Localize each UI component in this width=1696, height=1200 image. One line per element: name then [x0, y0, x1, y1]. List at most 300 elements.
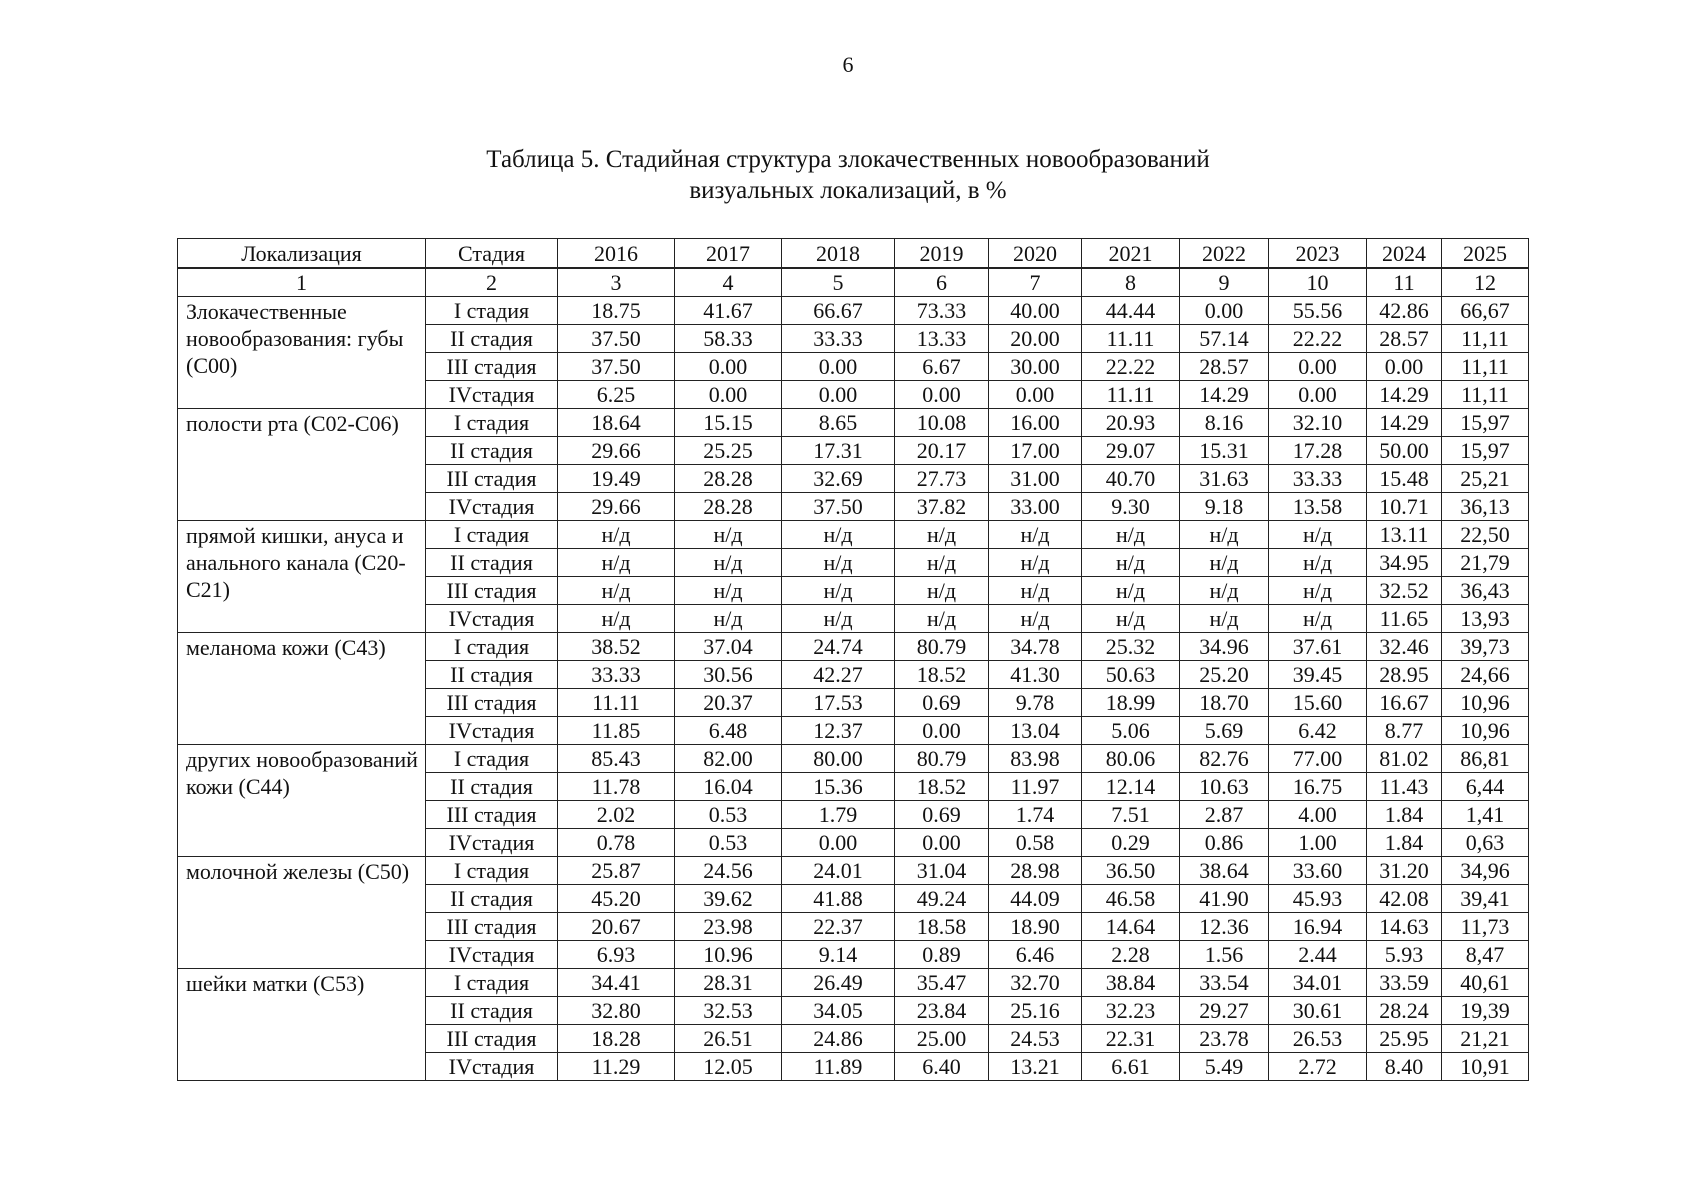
value-cell: 44.44	[1082, 297, 1180, 325]
stage-cell: III стадия	[426, 913, 558, 941]
value-cell: 0.78	[558, 829, 675, 857]
column-number: 7	[989, 268, 1082, 297]
value-cell: 0.00	[1180, 297, 1269, 325]
column-header: 2025	[1442, 239, 1529, 269]
value-cell: 19,39	[1442, 997, 1529, 1025]
value-cell: 35.47	[895, 969, 989, 997]
location-cell: молочной железы (С50)	[178, 857, 426, 969]
value-cell: 32.46	[1367, 633, 1442, 661]
value-cell: 24,66	[1442, 661, 1529, 689]
value-cell: 11.85	[558, 717, 675, 745]
value-cell: 33.60	[1269, 857, 1367, 885]
value-cell: 16.00	[989, 409, 1082, 437]
header-row	[178, 239, 1529, 269]
value-cell: 26.49	[782, 969, 895, 997]
value-cell: 22.37	[782, 913, 895, 941]
value-cell: 18.64	[558, 409, 675, 437]
location-cell: прямой кишки, ануса и анального канала (С20-С21)	[178, 521, 426, 633]
value-cell: 0.00	[895, 381, 989, 409]
stage-cell: III стадия	[426, 353, 558, 381]
value-cell: 31.20	[1367, 857, 1442, 885]
value-cell: 4.00	[1269, 801, 1367, 829]
value-cell: 33.33	[558, 661, 675, 689]
value-cell: 10.71	[1367, 493, 1442, 521]
value-cell: 0.00	[895, 717, 989, 745]
value-cell: 15.31	[1180, 437, 1269, 465]
value-cell: 32.80	[558, 997, 675, 1025]
value-cell: 1.84	[1367, 801, 1442, 829]
stage-cell: III стадия	[426, 801, 558, 829]
value-cell: 0.58	[989, 829, 1082, 857]
value-cell: 13.33	[895, 325, 989, 353]
stage-cell: IVстадия	[426, 493, 558, 521]
value-cell: 34.41	[558, 969, 675, 997]
value-cell: 24.74	[782, 633, 895, 661]
value-cell: 13.11	[1367, 521, 1442, 549]
location-group	[178, 857, 1529, 969]
value-cell: 11,11	[1442, 381, 1529, 409]
value-cell: 25.00	[895, 1025, 989, 1053]
location-group	[178, 409, 1529, 521]
value-cell: 18.28	[558, 1025, 675, 1053]
value-cell: 29.66	[558, 437, 675, 465]
value-cell: 0.69	[895, 801, 989, 829]
value-cell: н/д	[1082, 605, 1180, 633]
value-cell: 18.70	[1180, 689, 1269, 717]
value-cell: 39,41	[1442, 885, 1529, 913]
value-cell: н/д	[558, 549, 675, 577]
value-cell: 85.43	[558, 745, 675, 773]
value-cell: 33.54	[1180, 969, 1269, 997]
value-cell: 25.16	[989, 997, 1082, 1025]
stage-cell: II стадия	[426, 773, 558, 801]
value-cell: 42.27	[782, 661, 895, 689]
value-cell: 14.63	[1367, 913, 1442, 941]
value-cell: 17.53	[782, 689, 895, 717]
value-cell: 34.05	[782, 997, 895, 1025]
value-cell: н/д	[989, 549, 1082, 577]
stage-structure-table	[177, 238, 1529, 1081]
value-cell: 33.33	[1269, 465, 1367, 493]
value-cell: 14.29	[1367, 381, 1442, 409]
value-cell: 10.08	[895, 409, 989, 437]
value-cell: 82.00	[675, 745, 782, 773]
value-cell: 32.70	[989, 969, 1082, 997]
value-cell: 11.78	[558, 773, 675, 801]
value-cell: 32.23	[1082, 997, 1180, 1025]
stage-cell: III стадия	[426, 465, 558, 493]
column-header: 2017	[675, 239, 782, 269]
value-cell: 10,96	[1442, 689, 1529, 717]
value-cell: 80.79	[895, 745, 989, 773]
value-cell: 15,97	[1442, 409, 1529, 437]
location-group	[178, 297, 1529, 409]
table-header	[178, 239, 1529, 297]
stage-cell: I стадия	[426, 745, 558, 773]
location-group	[178, 969, 1529, 1081]
value-cell: н/д	[989, 605, 1082, 633]
column-header: Локализация	[178, 239, 426, 269]
value-cell: 50.63	[1082, 661, 1180, 689]
stage-cell: I стадия	[426, 633, 558, 661]
location-group	[178, 521, 1529, 633]
table-title	[0, 144, 1696, 206]
value-cell: н/д	[675, 605, 782, 633]
value-cell: 34,96	[1442, 857, 1529, 885]
value-cell: 20.17	[895, 437, 989, 465]
value-cell: 49.24	[895, 885, 989, 913]
value-cell: 28.31	[675, 969, 782, 997]
value-cell: 0.29	[1082, 829, 1180, 857]
value-cell: 41.30	[989, 661, 1082, 689]
value-cell: 20.00	[989, 325, 1082, 353]
value-cell: 28.57	[1367, 325, 1442, 353]
value-cell: 2.44	[1269, 941, 1367, 969]
value-cell: 46.58	[1082, 885, 1180, 913]
column-header: 2016	[558, 239, 675, 269]
column-number: 4	[675, 268, 782, 297]
value-cell: 36.50	[1082, 857, 1180, 885]
value-cell: 30.56	[675, 661, 782, 689]
value-cell: 5.69	[1180, 717, 1269, 745]
value-cell: 29.66	[558, 493, 675, 521]
stage-structure-table-container	[177, 238, 1528, 1081]
value-cell: н/д	[782, 521, 895, 549]
value-cell: 18.90	[989, 913, 1082, 941]
stage-cell: IVстадия	[426, 1053, 558, 1081]
value-cell: 5.49	[1180, 1053, 1269, 1081]
value-cell: 24.53	[989, 1025, 1082, 1053]
value-cell: 86,81	[1442, 745, 1529, 773]
value-cell: 28.57	[1180, 353, 1269, 381]
value-cell: 39.62	[675, 885, 782, 913]
value-cell: н/д	[675, 577, 782, 605]
value-cell: 14.29	[1367, 409, 1442, 437]
value-cell: 30.00	[989, 353, 1082, 381]
value-cell: 0.00	[782, 353, 895, 381]
value-cell: 6.46	[989, 941, 1082, 969]
value-cell: 25.87	[558, 857, 675, 885]
value-cell: 0.00	[895, 829, 989, 857]
table-row	[178, 633, 1529, 661]
value-cell: 5.93	[1367, 941, 1442, 969]
value-cell: 30.61	[1269, 997, 1367, 1025]
stage-cell: IVстадия	[426, 941, 558, 969]
value-cell: 24.86	[782, 1025, 895, 1053]
value-cell: 9.30	[1082, 493, 1180, 521]
value-cell: 16.75	[1269, 773, 1367, 801]
value-cell: 15.36	[782, 773, 895, 801]
value-cell: н/д	[1269, 521, 1367, 549]
column-number: 10	[1269, 268, 1367, 297]
value-cell: 0.00	[1367, 353, 1442, 381]
value-cell: 31.00	[989, 465, 1082, 493]
value-cell: 29.27	[1180, 997, 1269, 1025]
value-cell: 1.00	[1269, 829, 1367, 857]
value-cell: 10,91	[1442, 1053, 1529, 1081]
value-cell: 41.67	[675, 297, 782, 325]
value-cell: н/д	[782, 605, 895, 633]
value-cell: 6.40	[895, 1053, 989, 1081]
value-cell: 25.32	[1082, 633, 1180, 661]
value-cell: 20.37	[675, 689, 782, 717]
value-cell: 23.98	[675, 913, 782, 941]
value-cell: 80.79	[895, 633, 989, 661]
stage-cell: II стадия	[426, 661, 558, 689]
stage-cell: II стадия	[426, 549, 558, 577]
value-cell: 34.96	[1180, 633, 1269, 661]
value-cell: 6.67	[895, 353, 989, 381]
value-cell: 0.69	[895, 689, 989, 717]
value-cell: 33.00	[989, 493, 1082, 521]
value-cell: 21,21	[1442, 1025, 1529, 1053]
value-cell: 19.49	[558, 465, 675, 493]
stage-cell: II стадия	[426, 325, 558, 353]
page-number: 6	[842, 52, 854, 77]
value-cell: 0.00	[1269, 381, 1367, 409]
value-cell: 20.93	[1082, 409, 1180, 437]
column-header: 2022	[1180, 239, 1269, 269]
location-group	[178, 633, 1529, 745]
value-cell: 8.77	[1367, 717, 1442, 745]
table-row	[178, 969, 1529, 997]
stage-cell: I стадия	[426, 521, 558, 549]
table-row	[178, 857, 1529, 885]
value-cell: н/д	[895, 521, 989, 549]
value-cell: 13.58	[1269, 493, 1367, 521]
value-cell: 37.50	[558, 325, 675, 353]
value-cell: 2.02	[558, 801, 675, 829]
value-cell: 25.95	[1367, 1025, 1442, 1053]
value-cell: 17.28	[1269, 437, 1367, 465]
value-cell: 0.00	[989, 381, 1082, 409]
value-cell: 32.10	[1269, 409, 1367, 437]
value-cell: 34.01	[1269, 969, 1367, 997]
value-cell: 1,41	[1442, 801, 1529, 829]
column-header: 2020	[989, 239, 1082, 269]
value-cell: 45.93	[1269, 885, 1367, 913]
value-cell: 11.43	[1367, 773, 1442, 801]
value-cell: 7.51	[1082, 801, 1180, 829]
value-cell: 6.48	[675, 717, 782, 745]
value-cell: 32.52	[1367, 577, 1442, 605]
value-cell: 34.78	[989, 633, 1082, 661]
value-cell: н/д	[1269, 577, 1367, 605]
value-cell: 40.70	[1082, 465, 1180, 493]
value-cell: 11.11	[1082, 325, 1180, 353]
value-cell: 41.90	[1180, 885, 1269, 913]
value-cell: 6.25	[558, 381, 675, 409]
value-cell: 73.33	[895, 297, 989, 325]
value-cell: 12.37	[782, 717, 895, 745]
value-cell: 11,11	[1442, 353, 1529, 381]
column-header: 2023	[1269, 239, 1367, 269]
value-cell: н/д	[895, 577, 989, 605]
value-cell: 80.00	[782, 745, 895, 773]
stage-cell: II стадия	[426, 885, 558, 913]
value-cell: 39.45	[1269, 661, 1367, 689]
table-row	[178, 409, 1529, 437]
value-cell: 40,61	[1442, 969, 1529, 997]
value-cell: н/д	[1180, 521, 1269, 549]
value-cell: 18.58	[895, 913, 989, 941]
value-cell: 15,97	[1442, 437, 1529, 465]
value-cell: 24.56	[675, 857, 782, 885]
value-cell: 15.15	[675, 409, 782, 437]
value-cell: 39,73	[1442, 633, 1529, 661]
value-cell: 13,93	[1442, 605, 1529, 633]
stage-cell: IVстадия	[426, 381, 558, 409]
value-cell: н/д	[558, 605, 675, 633]
value-cell: 25.25	[675, 437, 782, 465]
value-cell: 41.88	[782, 885, 895, 913]
value-cell: 8.16	[1180, 409, 1269, 437]
value-cell: 5.06	[1082, 717, 1180, 745]
value-cell: н/д	[989, 521, 1082, 549]
value-cell: 2.87	[1180, 801, 1269, 829]
value-cell: 37.82	[895, 493, 989, 521]
value-cell: 28.28	[675, 493, 782, 521]
value-cell: н/д	[675, 521, 782, 549]
value-cell: 37.04	[675, 633, 782, 661]
value-cell: 38.84	[1082, 969, 1180, 997]
value-cell: 80.06	[1082, 745, 1180, 773]
value-cell: 9.14	[782, 941, 895, 969]
value-cell: 20.67	[558, 913, 675, 941]
value-cell: 22,50	[1442, 521, 1529, 549]
value-cell: 37.50	[558, 353, 675, 381]
value-cell: 26.51	[675, 1025, 782, 1053]
value-cell: 0.86	[1180, 829, 1269, 857]
stage-cell: IVстадия	[426, 605, 558, 633]
column-number-row	[178, 268, 1529, 297]
value-cell: 11.89	[782, 1053, 895, 1081]
value-cell: н/д	[1082, 577, 1180, 605]
value-cell: 29.07	[1082, 437, 1180, 465]
value-cell: 10,96	[1442, 717, 1529, 745]
value-cell: 50.00	[1367, 437, 1442, 465]
value-cell: 11.11	[1082, 381, 1180, 409]
value-cell: н/д	[1180, 605, 1269, 633]
value-cell: н/д	[1180, 549, 1269, 577]
value-cell: 8,47	[1442, 941, 1529, 969]
value-cell: н/д	[782, 577, 895, 605]
value-cell: 1.74	[989, 801, 1082, 829]
value-cell: 26.53	[1269, 1025, 1367, 1053]
location-cell: полости рта (С02-С06)	[178, 409, 426, 521]
column-header: 2024	[1367, 239, 1442, 269]
column-header: 2021	[1082, 239, 1180, 269]
value-cell: 28.28	[675, 465, 782, 493]
value-cell: 6.93	[558, 941, 675, 969]
value-cell: 36,43	[1442, 577, 1529, 605]
value-cell: 0.00	[782, 381, 895, 409]
value-cell: 16.04	[675, 773, 782, 801]
column-number: 3	[558, 268, 675, 297]
value-cell: н/д	[989, 577, 1082, 605]
value-cell: 57.14	[1180, 325, 1269, 353]
value-cell: 24.01	[782, 857, 895, 885]
value-cell: 13.21	[989, 1053, 1082, 1081]
value-cell: 83.98	[989, 745, 1082, 773]
value-cell: 25,21	[1442, 465, 1529, 493]
value-cell: 17.31	[782, 437, 895, 465]
value-cell: н/д	[1269, 549, 1367, 577]
value-cell: н/д	[1082, 549, 1180, 577]
stage-cell: I стадия	[426, 969, 558, 997]
value-cell: 0.00	[675, 381, 782, 409]
value-cell: 38.64	[1180, 857, 1269, 885]
stage-cell: III стадия	[426, 577, 558, 605]
value-cell: 40.00	[989, 297, 1082, 325]
value-cell: 11,73	[1442, 913, 1529, 941]
stage-cell: II стадия	[426, 997, 558, 1025]
value-cell: 32.69	[782, 465, 895, 493]
stage-cell: III стадия	[426, 689, 558, 717]
value-cell: 58.33	[675, 325, 782, 353]
value-cell: 17.00	[989, 437, 1082, 465]
value-cell: 8.65	[782, 409, 895, 437]
value-cell: 1.84	[1367, 829, 1442, 857]
stage-cell: IVстадия	[426, 829, 558, 857]
stage-cell: III стадия	[426, 1025, 558, 1053]
value-cell: 27.73	[895, 465, 989, 493]
value-cell: н/д	[675, 549, 782, 577]
table-row	[178, 745, 1529, 773]
value-cell: 11,11	[1442, 325, 1529, 353]
value-cell: 34.95	[1367, 549, 1442, 577]
value-cell: 18.99	[1082, 689, 1180, 717]
location-cell: других новообразований кожи (С44)	[178, 745, 426, 857]
column-number: 9	[1180, 268, 1269, 297]
value-cell: н/д	[1269, 605, 1367, 633]
value-cell: 37.50	[782, 493, 895, 521]
value-cell: 33.59	[1367, 969, 1442, 997]
value-cell: 18.52	[895, 661, 989, 689]
value-cell: 25.20	[1180, 661, 1269, 689]
value-cell: 31.04	[895, 857, 989, 885]
value-cell: 28.24	[1367, 997, 1442, 1025]
column-number: 2	[426, 268, 558, 297]
value-cell: 6,44	[1442, 773, 1529, 801]
column-number: 8	[1082, 268, 1180, 297]
value-cell: 81.02	[1367, 745, 1442, 773]
stage-cell: I стадия	[426, 409, 558, 437]
value-cell: 2.72	[1269, 1053, 1367, 1081]
value-cell: 11.97	[989, 773, 1082, 801]
column-number: 5	[782, 268, 895, 297]
column-header: Стадия	[426, 239, 558, 269]
table-title-line-2: визуальных локализаций, в %	[689, 177, 1007, 204]
value-cell: 28.98	[989, 857, 1082, 885]
value-cell: 0.00	[675, 353, 782, 381]
value-cell: 45.20	[558, 885, 675, 913]
value-cell: 23.84	[895, 997, 989, 1025]
table-row	[178, 521, 1529, 549]
value-cell: 15.60	[1269, 689, 1367, 717]
value-cell: 38.52	[558, 633, 675, 661]
value-cell: 13.04	[989, 717, 1082, 745]
value-cell: 6.42	[1269, 717, 1367, 745]
value-cell: 42.86	[1367, 297, 1442, 325]
value-cell: 12.36	[1180, 913, 1269, 941]
value-cell: н/д	[1082, 521, 1180, 549]
value-cell: 2.28	[1082, 941, 1180, 969]
value-cell: 10.63	[1180, 773, 1269, 801]
value-cell: 0.89	[895, 941, 989, 969]
value-cell: 77.00	[1269, 745, 1367, 773]
value-cell: 14.64	[1082, 913, 1180, 941]
